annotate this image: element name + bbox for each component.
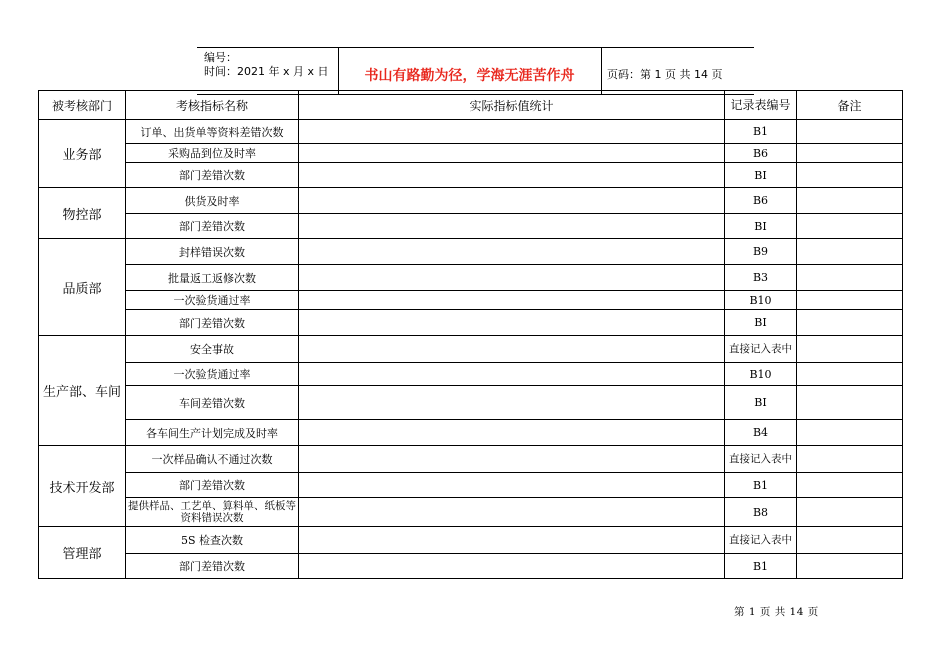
record-code-cell: B1 [725,473,797,498]
table-row [39,527,903,554]
header-meta [204,51,329,79]
table-row [39,336,903,363]
actual-value-cell[interactable] [299,473,725,498]
remarks-cell[interactable] [797,120,903,144]
remarks-cell[interactable] [797,188,903,214]
table-row [39,188,903,214]
metric-cell: 各车间生产计划完成及时率 [126,420,299,446]
table-row [39,144,903,163]
table-row [39,291,903,310]
metric-cell: 5S 检查次数 [126,527,299,554]
table-row [39,120,903,144]
record-code-cell: BI [725,310,797,336]
metric-cell: 部门差错次数 [126,214,299,239]
actual-value-cell[interactable] [299,265,725,291]
column-header-remarks: 备注 [797,91,903,120]
metric-cell: 一次验货通过率 [126,363,299,386]
actual-value-cell[interactable] [299,446,725,473]
page-footer: 第 1 页 共 14 页 [734,606,819,618]
metric-cell: 提供样品、工艺单、算料单、纸板等资料错误次数 [126,498,299,527]
record-code-cell: BI [725,163,797,188]
table-row [39,473,903,498]
remarks-cell[interactable] [797,363,903,386]
remarks-cell[interactable] [797,527,903,554]
remarks-cell[interactable] [797,291,903,310]
table-row [39,310,903,336]
department-cell: 管理部 [39,527,126,579]
header-motto: 书山有路勤为径，学海无涯苦作舟 [364,68,575,84]
metric-cell: 一次验货通过率 [126,291,299,310]
table-row [39,498,903,527]
record-code-cell: BI [725,386,797,420]
table-row [39,386,903,420]
actual-value-cell[interactable] [299,188,725,214]
header-top-rule [197,47,754,48]
record-code-cell: B3 [725,265,797,291]
document-time-label: 时间：2021 年 x 月 x 日 [204,65,329,78]
remarks-cell[interactable] [797,446,903,473]
column-header-record-code: 记录表编号 [725,91,797,120]
metric-cell: 封样错误次数 [126,239,299,265]
department-cell: 业务部 [39,120,126,188]
record-code-cell: 直接记入表中 [725,336,797,363]
table-row [39,446,903,473]
metric-cell: 供货及时率 [126,188,299,214]
table-row [39,554,903,579]
metric-cell: 车间差错次数 [126,386,299,420]
record-code-cell: B9 [725,239,797,265]
table-row [39,214,903,239]
table-row [39,163,903,188]
metric-cell: 部门差错次数 [126,163,299,188]
record-code-cell: B1 [725,554,797,579]
department-cell: 生产部、车间 [39,336,126,446]
actual-value-cell[interactable] [299,214,725,239]
department-cell: 品质部 [39,239,126,336]
actual-value-cell[interactable] [299,498,725,527]
metric-cell: 部门差错次数 [126,473,299,498]
record-code-cell: 直接记入表中 [725,446,797,473]
header-page-info: 页码：第 1 页 共 14 页 [607,68,723,81]
metric-cell: 批量返工返修次数 [126,265,299,291]
actual-value-cell[interactable] [299,554,725,579]
metric-cell: 一次样品确认不通过次数 [126,446,299,473]
department-cell: 技术开发部 [39,446,126,527]
actual-value-cell[interactable] [299,336,725,363]
record-code-cell: 直接记入表中 [725,527,797,554]
record-code-cell: B10 [725,291,797,310]
table-row [39,363,903,386]
document-number-label: 编号： [204,51,237,64]
actual-value-cell[interactable] [299,310,725,336]
actual-value-cell[interactable] [299,420,725,446]
table-row [39,420,903,446]
record-code-cell: B10 [725,363,797,386]
actual-value-cell[interactable] [299,291,725,310]
table-header-row [39,91,903,120]
record-code-cell: B6 [725,144,797,163]
actual-value-cell[interactable] [299,527,725,554]
column-header-actual-value: 实际指标值统计 [299,91,725,120]
table-row [39,265,903,291]
department-cell: 物控部 [39,188,126,239]
metric-cell: 采购品到位及时率 [126,144,299,163]
document-header [197,47,754,95]
record-code-cell: B1 [725,120,797,144]
actual-value-cell[interactable] [299,239,725,265]
column-header-department: 被考核部门 [39,91,126,120]
actual-value-cell[interactable] [299,386,725,420]
remarks-cell[interactable] [797,265,903,291]
header-divider [601,47,602,95]
remarks-cell[interactable] [797,554,903,579]
metric-cell: 订单、出货单等资料差错次数 [126,120,299,144]
metric-cell: 部门差错次数 [126,310,299,336]
remarks-cell[interactable] [797,473,903,498]
record-code-cell: B8 [725,498,797,527]
remarks-cell[interactable] [797,144,903,163]
record-code-cell: BI [725,214,797,239]
record-code-cell: B4 [725,420,797,446]
remarks-cell[interactable] [797,386,903,420]
remarks-cell[interactable] [797,163,903,188]
remarks-cell[interactable] [797,214,903,239]
remarks-cell[interactable] [797,498,903,527]
actual-value-cell[interactable] [299,363,725,386]
assessment-table [38,90,903,579]
remarks-cell[interactable] [797,336,903,363]
remarks-cell[interactable] [797,420,903,446]
column-header-metric: 考核指标名称 [126,91,299,120]
actual-value-cell[interactable] [299,120,725,144]
actual-value-cell[interactable] [299,144,725,163]
remarks-cell[interactable] [797,310,903,336]
metric-cell: 安全事故 [126,336,299,363]
remarks-cell[interactable] [797,239,903,265]
record-code-cell: B6 [725,188,797,214]
metric-cell: 部门差错次数 [126,554,299,579]
actual-value-cell[interactable] [299,163,725,188]
table-row [39,239,903,265]
